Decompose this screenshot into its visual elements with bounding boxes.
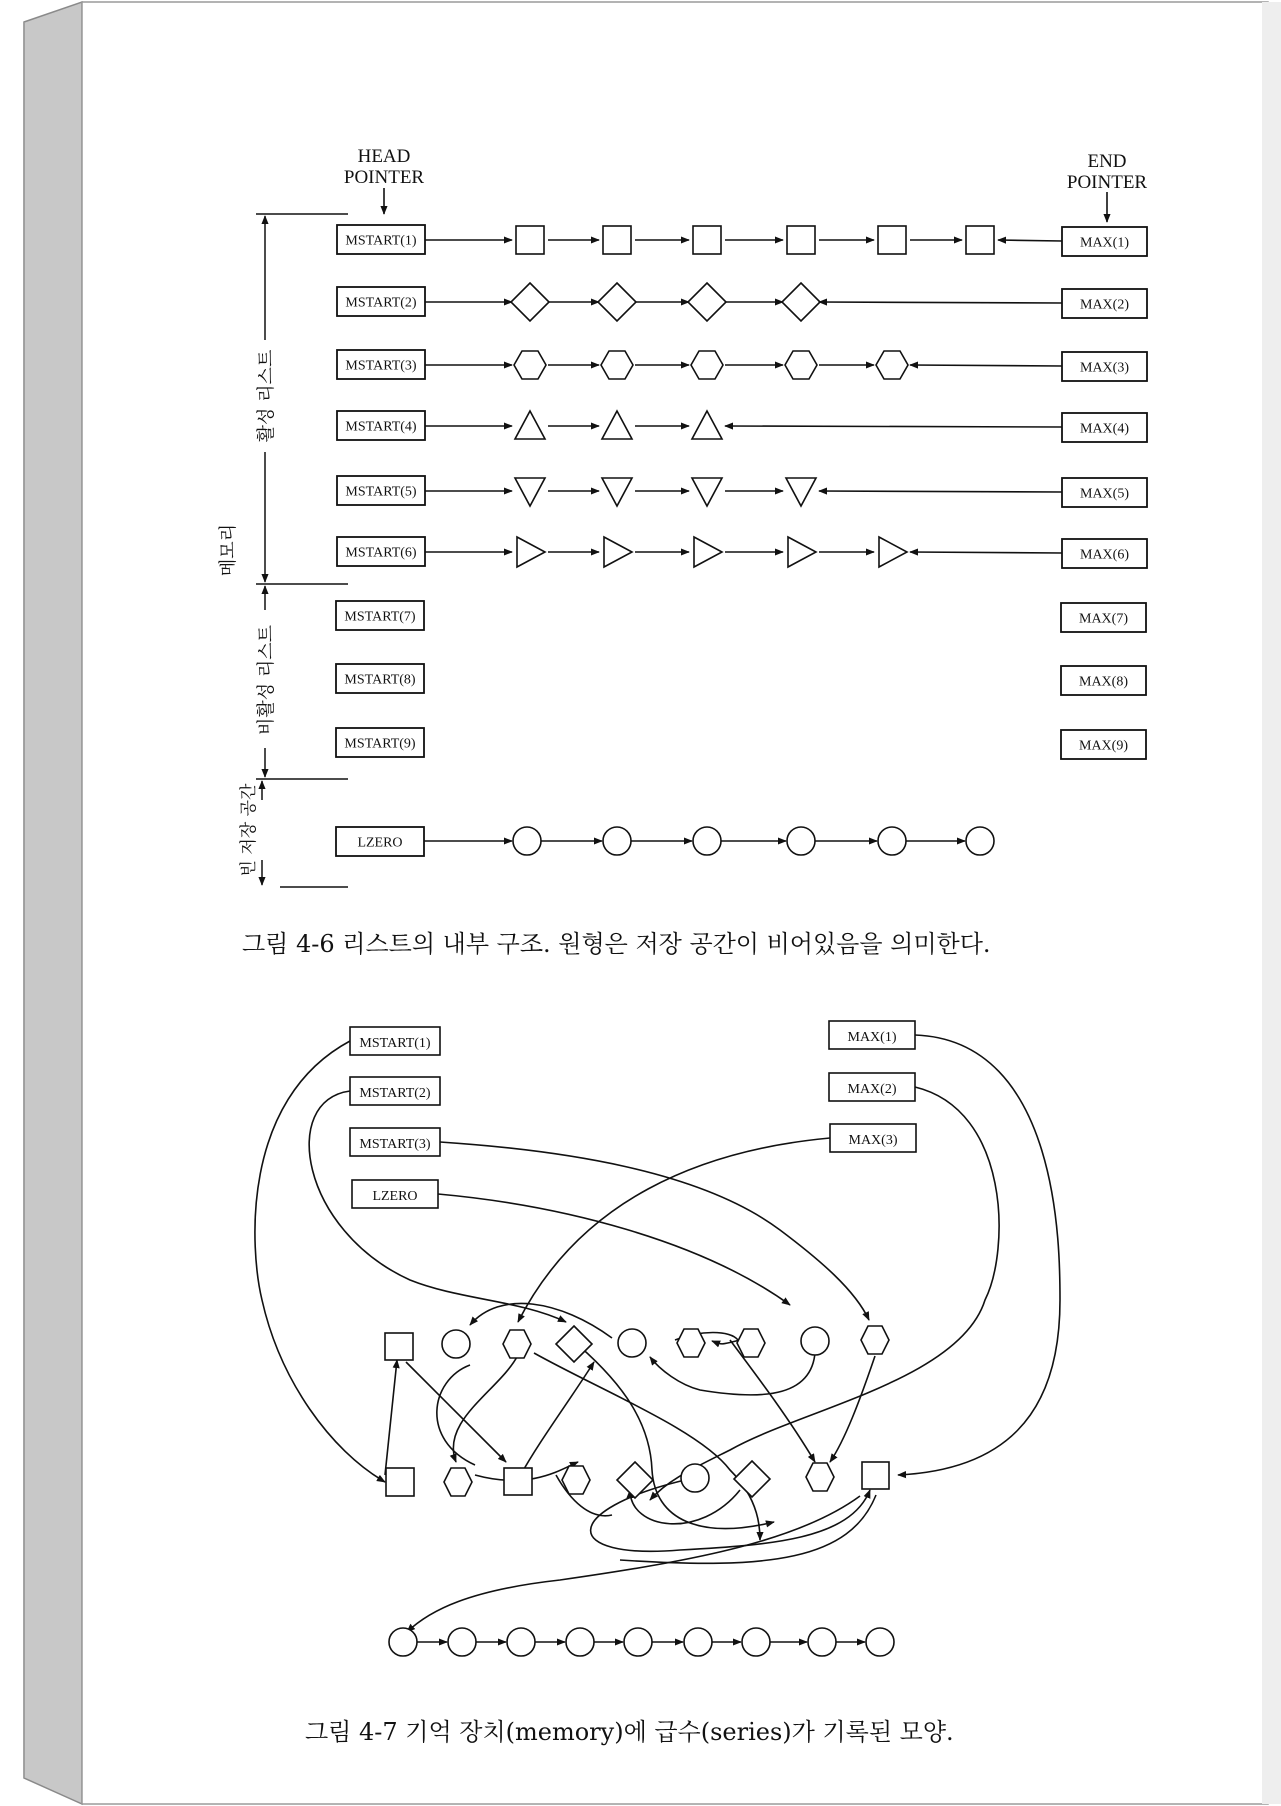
fig7-square-node [386, 1468, 414, 1496]
mstart-4-box [337, 411, 425, 440]
mstart-7-box [336, 601, 424, 630]
mstart-3-box [337, 350, 425, 379]
fig7-mstart-3-label: MSTART(3) [359, 1137, 431, 1152]
max-3-box [1062, 352, 1147, 381]
max-6-box [1062, 539, 1147, 568]
circle-node [513, 827, 541, 855]
square-node [603, 226, 631, 254]
lzero-box [336, 827, 424, 856]
hexagon-node [514, 351, 546, 379]
fig7-lzero-box [352, 1180, 438, 1208]
mstart-6-box-label: MSTART(6) [345, 545, 417, 561]
mstart-8-box-label: MSTART(8) [344, 672, 416, 688]
max-4-box [1062, 413, 1147, 442]
max-5-box-label: MAX(5) [1080, 486, 1129, 502]
circle-node [693, 827, 721, 855]
hexagon-node [601, 351, 633, 379]
fig7-max-3-box [830, 1124, 916, 1152]
fig7-max-3-label: MAX(3) [848, 1133, 898, 1148]
fig7-mstart-3-box [350, 1128, 440, 1156]
circle-node [507, 1628, 535, 1656]
fig7-max-2-label: MAX(2) [847, 1082, 897, 1097]
fig7-circle-node [618, 1329, 646, 1357]
fig7-circle-node [442, 1330, 470, 1358]
lzero-box-label: LZERO [357, 835, 403, 851]
end-pointer-link [910, 552, 1062, 553]
page-edge-shadow [1262, 2, 1281, 1804]
fig7-mstart-2-box [350, 1077, 440, 1105]
circle-node [966, 827, 994, 855]
fig7-square-node [862, 1462, 889, 1489]
max-2-box [1062, 289, 1147, 318]
circle-node [787, 827, 815, 855]
fig7-hexagon-node [861, 1326, 889, 1354]
max-9-box [1061, 730, 1146, 759]
circle-node [742, 1628, 770, 1656]
head-pointer-label-2: POINTER [343, 167, 425, 188]
max-7-box-label: MAX(7) [1079, 611, 1128, 627]
hexagon-node [876, 351, 908, 379]
max-6-box-label: MAX(6) [1080, 547, 1129, 563]
mstart-7-box-label: MSTART(7) [344, 609, 416, 625]
page-sheet [82, 2, 1268, 1804]
hexagon-node [785, 351, 817, 379]
mstart-9-box-label: MSTART(9) [344, 736, 416, 752]
head-pointer-label-1: HEAD [357, 146, 411, 167]
fig7-circle-node [801, 1327, 829, 1355]
square-node [878, 226, 906, 254]
circle-node [603, 827, 631, 855]
max-4-box-label: MAX(4) [1080, 421, 1129, 437]
fig7-square-node [385, 1333, 413, 1360]
end-pointer-link [998, 240, 1062, 241]
free-space-label: 빈 저장 공간 [239, 783, 259, 877]
max-7-box [1061, 603, 1146, 632]
mstart-2-box [337, 287, 425, 316]
circle-node [866, 1628, 894, 1656]
mstart-9-box [336, 728, 424, 757]
max-8-box [1061, 666, 1146, 695]
book-spine [24, 2, 82, 1804]
fig7-bottom-chain [389, 1628, 894, 1656]
square-node [966, 226, 994, 254]
fig7-max-1-label: MAX(1) [847, 1030, 897, 1045]
figure-4-7-caption: 그림 4-7 기억 장치(memory)에 급수(series)가 기록된 모양. [305, 1718, 954, 1746]
max-1-box-label: MAX(1) [1080, 235, 1129, 251]
mstart-5-box [337, 476, 425, 505]
square-node [693, 226, 721, 254]
square-node [787, 226, 815, 254]
mstart-5-box-label: MSTART(5) [345, 484, 417, 500]
mstart-2-box-label: MSTART(2) [345, 295, 417, 311]
fig7-circle-node [681, 1464, 709, 1492]
fig7-mstart-1-label: MSTART(1) [359, 1036, 431, 1051]
end-pointer-link [819, 302, 1062, 303]
end-pointer-label-1: END [1087, 151, 1127, 172]
fig7-hexagon-node [677, 1329, 705, 1357]
circle-node [389, 1628, 417, 1656]
end-pointer-link [910, 365, 1062, 366]
fig7-hexagon-node [503, 1330, 531, 1358]
max-1-box [1062, 227, 1147, 256]
inactive-list-label: 비활성 리스트 [256, 624, 277, 736]
figure-4-6-caption: 그림 4-6 리스트의 내부 구조. 원형은 저장 공간이 비어있음을 의미한다. [242, 930, 991, 958]
square-node [516, 226, 544, 254]
end-pointer-label-2: POINTER [1066, 172, 1148, 193]
mstart-6-box [337, 537, 425, 566]
fig7-hexagon-node [444, 1468, 472, 1496]
circle-node [808, 1628, 836, 1656]
mstart-4-box-label: MSTART(4) [345, 419, 417, 435]
hexagon-node [691, 351, 723, 379]
max-2-box-label: MAX(2) [1080, 297, 1129, 313]
fig7-max-1-box [829, 1021, 915, 1049]
fig7-square-node [504, 1468, 532, 1495]
mstart-8-box [336, 664, 424, 693]
circle-node [684, 1628, 712, 1656]
active-list-label: 활성 리스트 [256, 349, 277, 443]
mstart-3-box-label: MSTART(3) [345, 358, 417, 374]
end-pointer-link [819, 491, 1062, 492]
fig7-hexagon-node [562, 1466, 590, 1494]
fig7-hexagon-node [737, 1329, 765, 1357]
max-5-box [1062, 478, 1147, 507]
circle-node [624, 1628, 652, 1656]
fig7-mstart-1-box [350, 1027, 440, 1055]
circle-node [448, 1628, 476, 1656]
mstart-1-box [337, 225, 425, 254]
circle-node [566, 1628, 594, 1656]
fig7-max-2-box [829, 1073, 915, 1101]
fig7-mstart-2-label: MSTART(2) [359, 1086, 431, 1101]
fig7-hexagon-node [806, 1463, 834, 1491]
mstart-1-box-label: MSTART(1) [345, 233, 417, 249]
max-8-box-label: MAX(8) [1079, 674, 1128, 690]
max-3-box-label: MAX(3) [1080, 360, 1129, 376]
fig7-lzero-label: LZERO [372, 1189, 418, 1204]
circle-node [878, 827, 906, 855]
memory-label: 메모리 [218, 523, 239, 577]
max-9-box-label: MAX(9) [1079, 738, 1128, 754]
end-pointer-link [725, 426, 1062, 427]
